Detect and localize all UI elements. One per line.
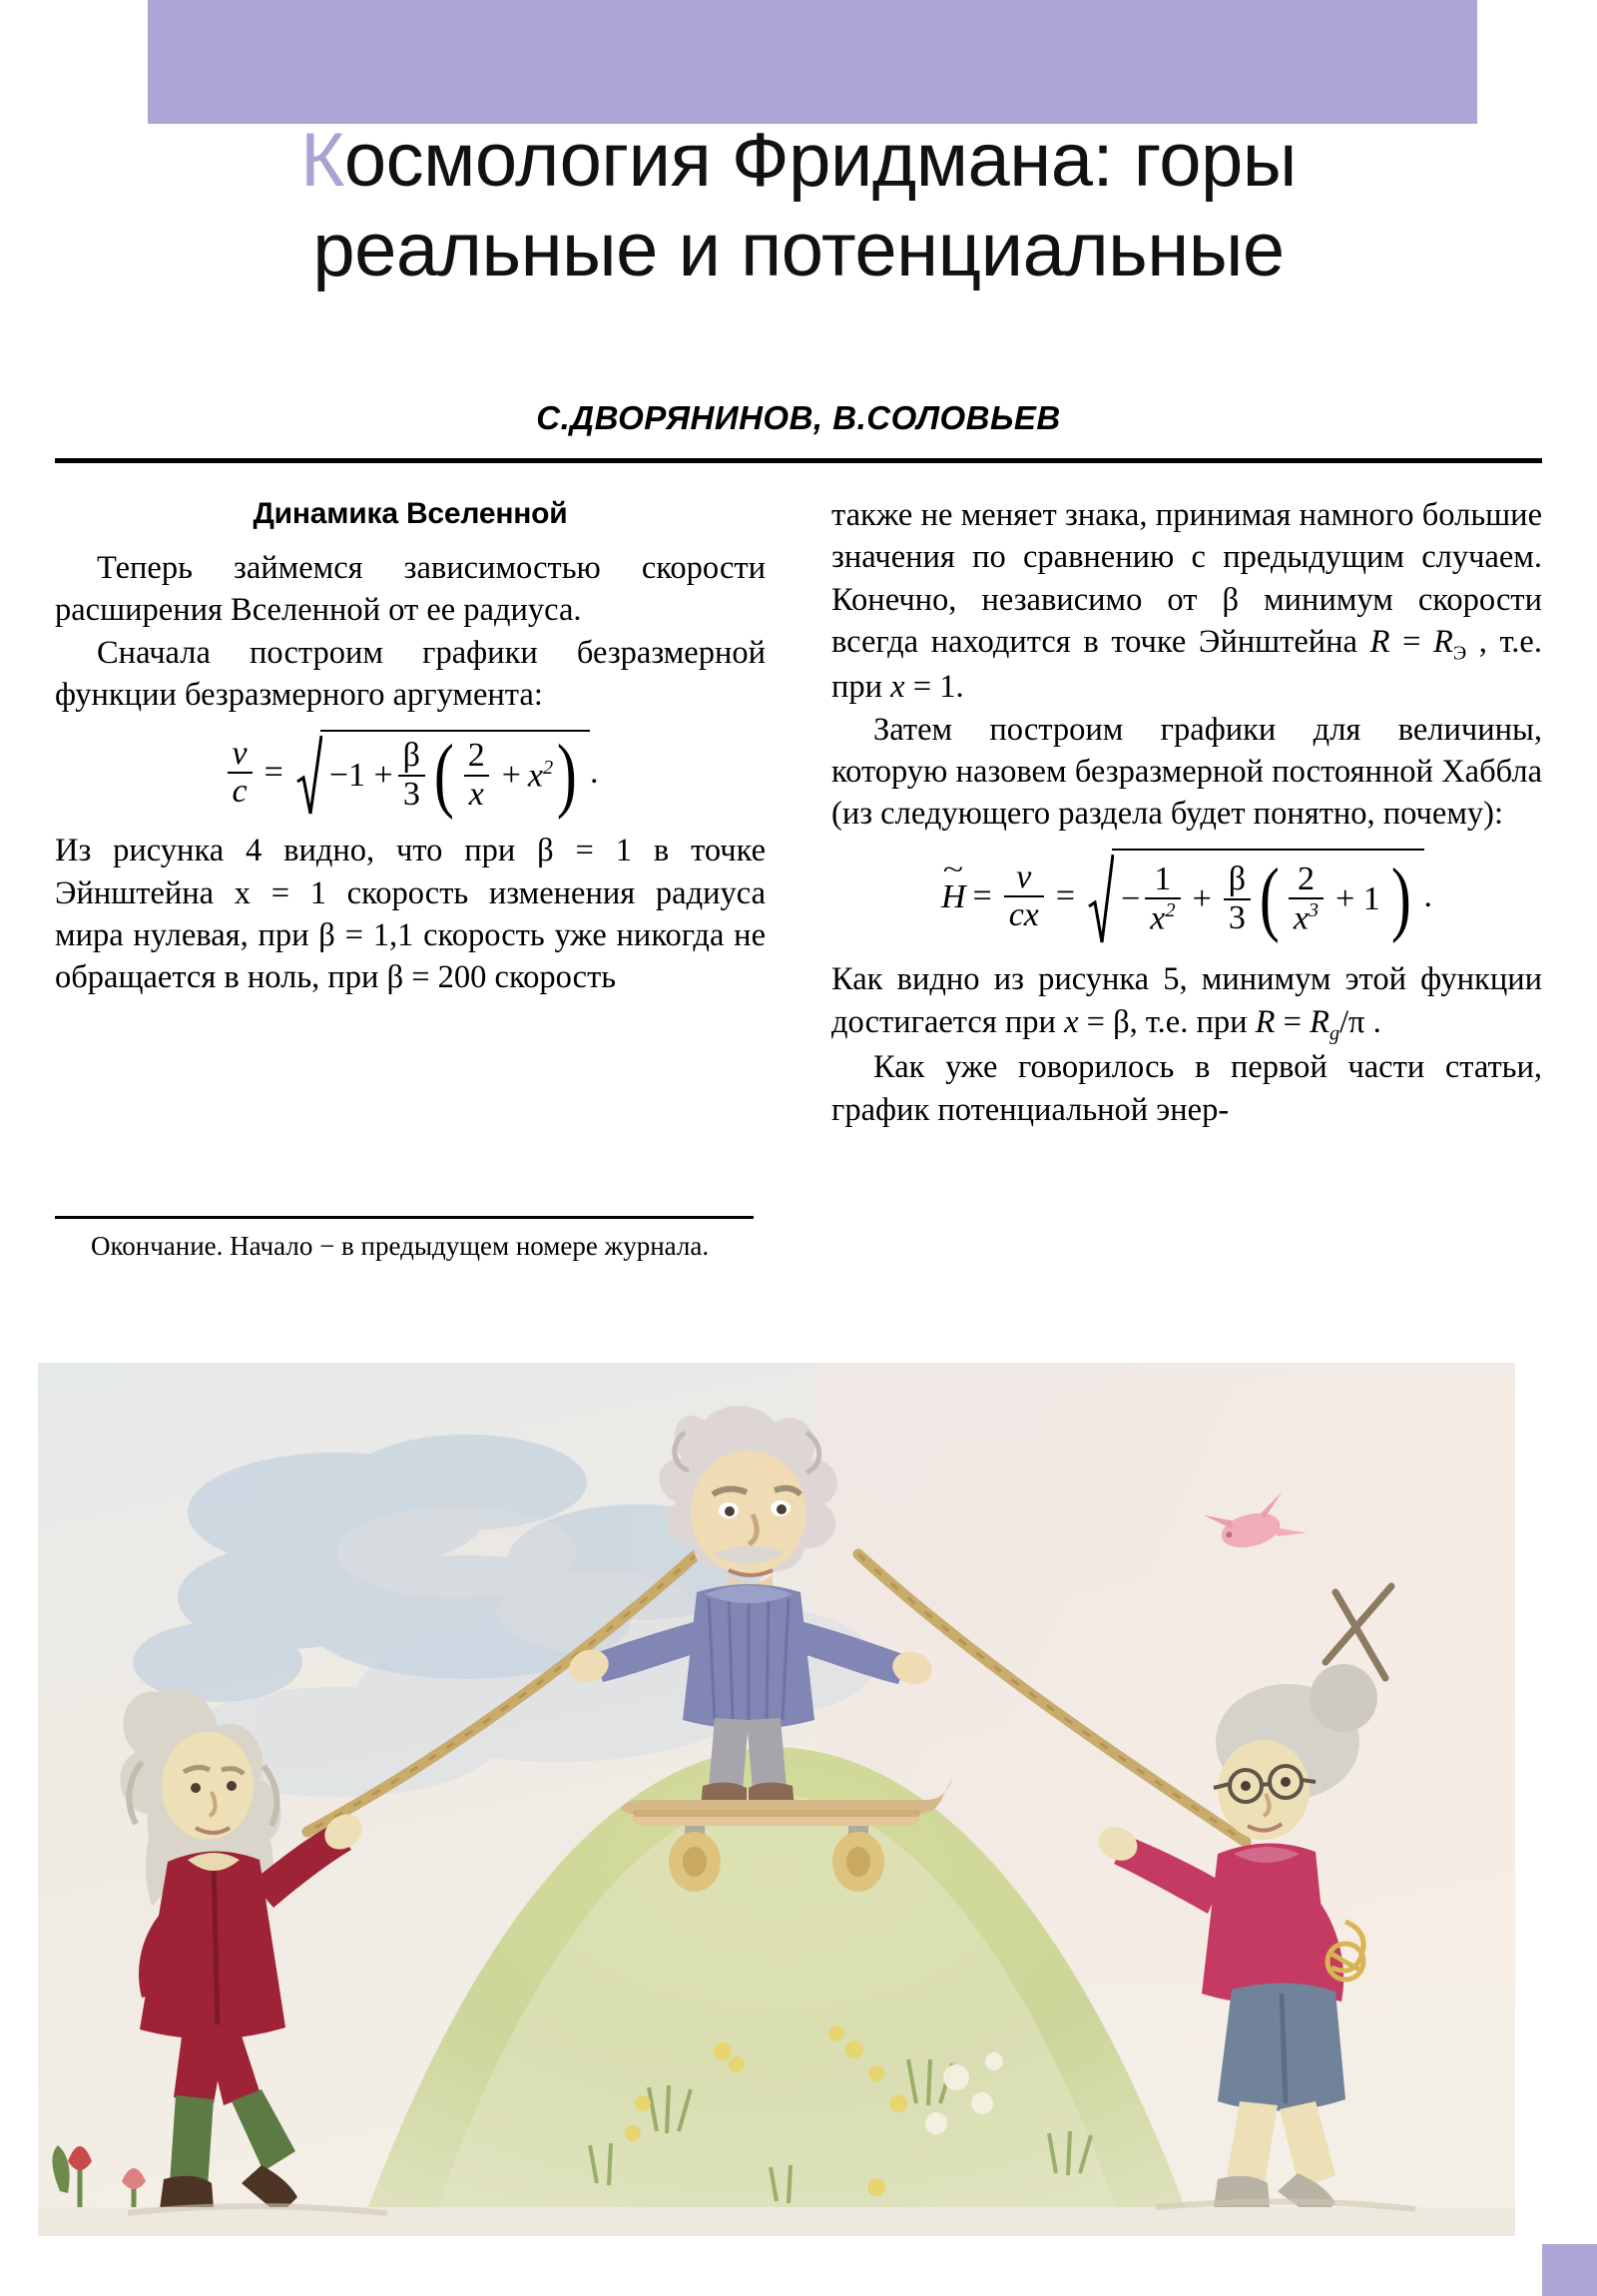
- formula2-period: .: [1423, 877, 1433, 915]
- formula1-lead: −1 +: [328, 756, 393, 794]
- footer-accent-block: [1542, 2244, 1597, 2296]
- footnote-text: Окончание. Начало − в предыдущем номере журнала.: [91, 1231, 710, 1261]
- page-title: [0, 116, 1597, 294]
- formula2-hubble-symbol: ~ H: [941, 878, 966, 914]
- formula2-minus: −: [1121, 879, 1141, 917]
- left-column: [55, 494, 766, 998]
- formula2-term1-fraction: $\frac{1}{x^2}$: [1145, 862, 1180, 937]
- formula1-close-paren: ): [557, 728, 578, 821]
- sqrt-icon: [1088, 849, 1114, 944]
- page-title-line-1: [0, 116, 1597, 206]
- title-dropcap: К: [300, 118, 344, 203]
- sqrt-icon: [296, 730, 322, 816]
- right-column: [831, 494, 1542, 1131]
- right-paragraph-1: также не меняет знака, принимая намного большие значения по сравнению с предыдущим случаем. Конечно, независимо от β минимум скорости всегда находится в точке Эйнштейна $R = R_Э$ , т.е. при x = 1.: [831, 497, 1542, 706]
- formula2-equals-2: =: [1055, 877, 1076, 915]
- formula2-radical: [1088, 849, 1423, 944]
- formula2-radicand: [1112, 849, 1423, 944]
- formula1-inner-plus: +: [501, 756, 521, 794]
- formula1-radicand: [320, 728, 590, 821]
- header-divider-rule: [55, 458, 1542, 463]
- left-paragraph-1: Теперь займемся зависимостью скорости расширения Вселенной от ее радиуса.: [55, 550, 766, 629]
- section-heading: Динамика Вселенной: [253, 497, 568, 530]
- right-paragraph-4: Как уже говорилось в первой части статьи, график потенциальной энер-: [831, 1049, 1542, 1128]
- article-illustration: [38, 1363, 1515, 2236]
- formula1-radical: [296, 728, 590, 821]
- formula1-x-term: $x^2$: [527, 757, 554, 795]
- formula1-lhs-fraction: $\frac{v}{c}$: [228, 737, 253, 810]
- formula-hubble: [831, 849, 1542, 944]
- page-title-line-2: реальные и потенциальные: [312, 207, 1285, 292]
- footnote-block: [55, 1216, 766, 1264]
- title-line-1-rest: осмология Фридмана: горы: [343, 118, 1297, 203]
- formula2-term1-den: $x^2$: [1145, 897, 1180, 936]
- formula2-plus: +: [1192, 879, 1212, 917]
- formula1-equals: =: [264, 754, 283, 792]
- right-paragraph-2: Затем построим графики для величины, которую назовем безразмерной постоянной Хаббла (из следующего раздела будет понятно, почему):: [831, 711, 1542, 833]
- formula2-v-over-cx: $\frac{v}{cx}$: [1004, 861, 1044, 933]
- formula2-inner-fraction: $\frac{2}{x^3}$: [1289, 862, 1324, 937]
- formula1-period: .: [589, 754, 599, 792]
- formula2-open-paren: (: [1259, 853, 1280, 945]
- formula-velocity: [55, 728, 766, 821]
- left-paragraph-2: Сначала построим графики безразмерной функции безразмерного аргумента:: [55, 634, 766, 713]
- formula2-beta-fraction: $\frac{\beta}{3}$: [1224, 862, 1251, 935]
- formula1-inner-fraction: $\frac{2}{x}$: [463, 739, 490, 812]
- formula2-equals-1: =: [972, 877, 992, 915]
- header-accent-band: [148, 0, 1477, 124]
- formula1-open-paren: (: [433, 728, 454, 821]
- left-paragraph-3: Из рисунка 4 видно, что при β = 1 в точке Эйнштейна x = 1 скорость изменения радиуса мира нулевая, при β = 1,1 скорость уже никогда не обращается в ноль, при β = 200 скорость: [55, 833, 766, 996]
- formula2-inner-den: $x^3$: [1289, 897, 1324, 936]
- authors-byline: С.ДВОРЯНИНОВ, В.СОЛОВЬЕВ: [536, 399, 1061, 436]
- formula2-inner-plus-one: + 1: [1335, 879, 1380, 917]
- formula2-close-paren: ): [1390, 853, 1411, 945]
- footnote-divider-rule: [55, 1216, 754, 1219]
- formula1-beta-fraction: $\frac{\beta}{3}$: [398, 739, 425, 812]
- right-paragraph-3: Как видно из рисунка 5, минимум этой функции достигается при x = β, т.е. при $R = R_g/\pi$ .: [831, 961, 1542, 1045]
